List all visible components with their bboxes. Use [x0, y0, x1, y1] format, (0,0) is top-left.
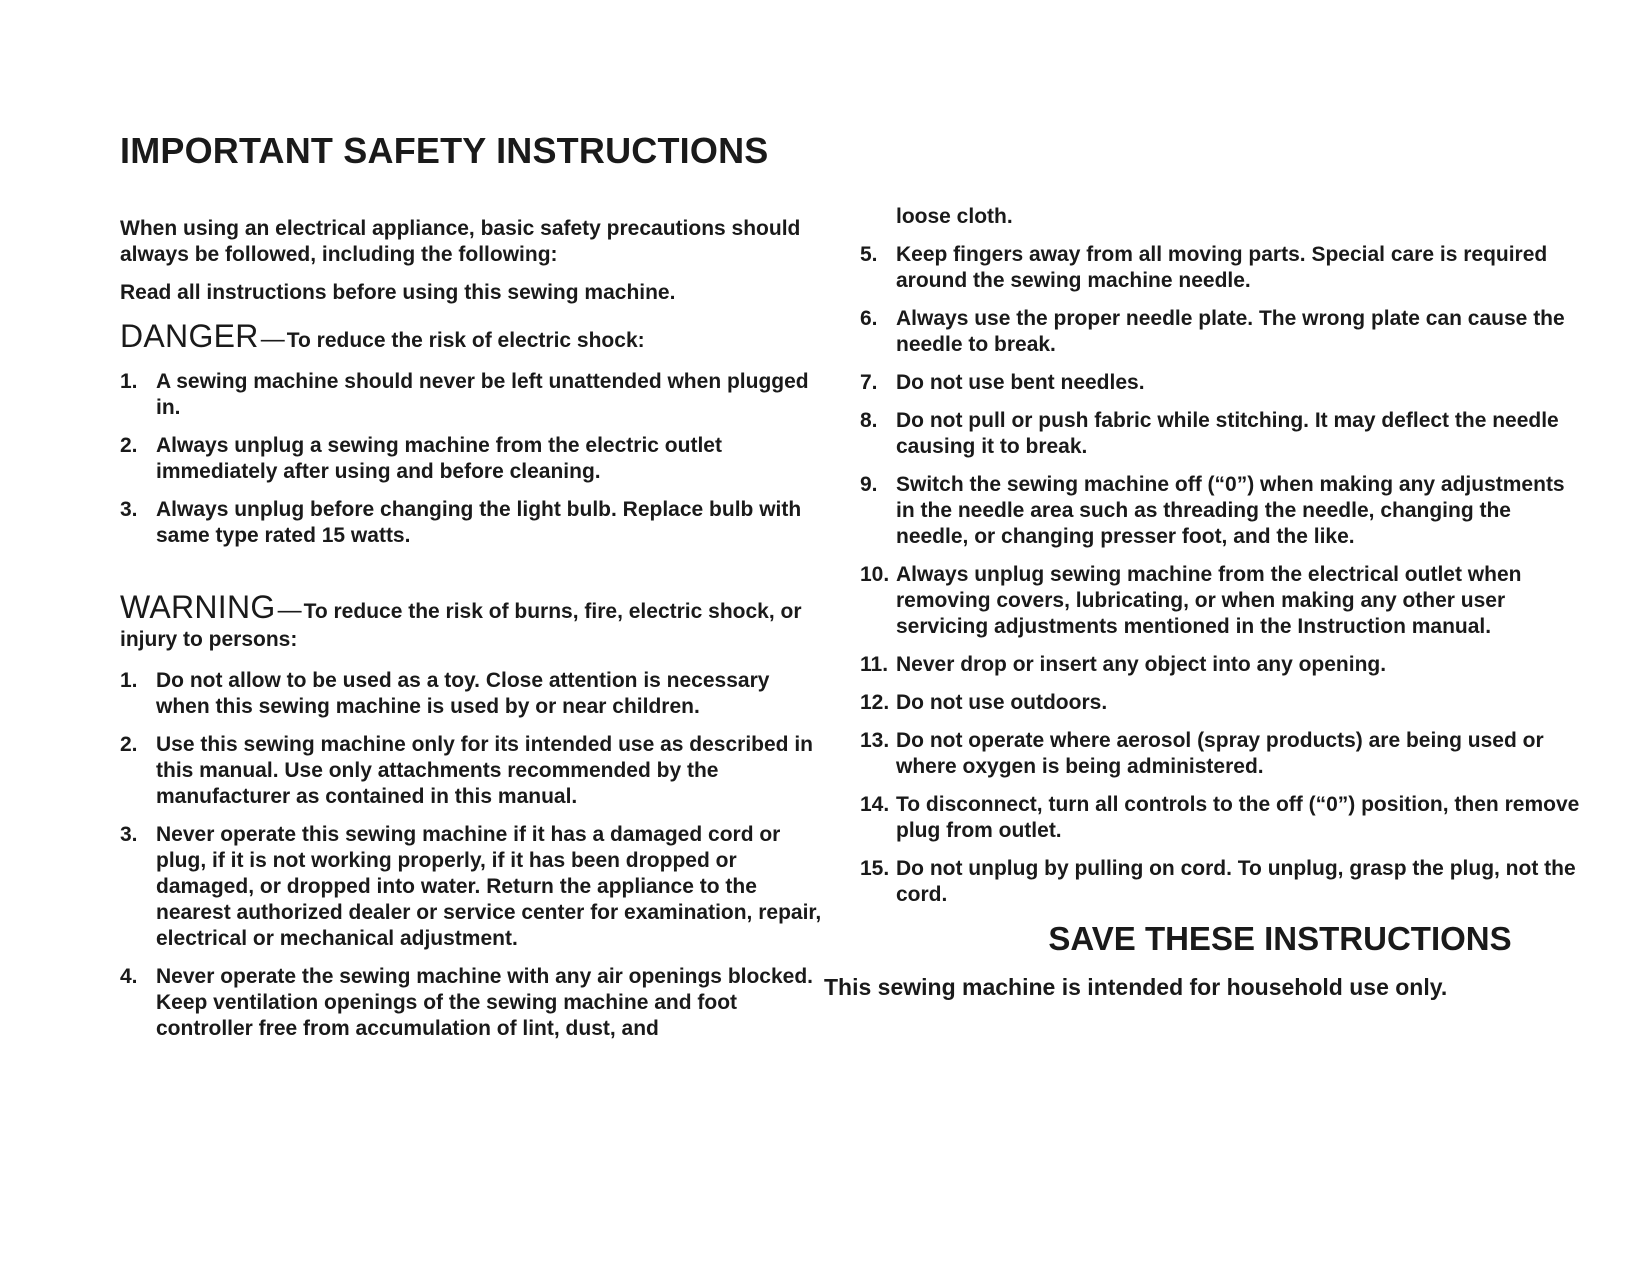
list-item	[860, 472, 1580, 550]
list-item	[120, 497, 825, 549]
item-text: Do not use outdoors.	[896, 691, 1108, 714]
item-text: Switch the sewing machine off (“0”) when making any adjustments in the needle area such as threading the needle, changing the needle, or changing presser foot, and the like.	[896, 473, 1565, 548]
warning-list-right	[860, 242, 1580, 908]
item-text: A sewing machine should never be left unattended when plugged in.	[156, 370, 809, 419]
item-text: Always unplug sewing machine from the electrical outlet when removing covers, lubricating, or when making any other user servicing adjustments mentioned in the Instruction manual.	[896, 563, 1522, 638]
item-number: 10.	[860, 563, 890, 586]
list-item	[860, 652, 1580, 678]
list-item	[120, 822, 825, 952]
item-number: 6.	[860, 307, 878, 330]
item-text: Do not allow to be used as a toy. Close attention is necessary when this sewing machine is used by or near children.	[156, 669, 770, 718]
list-item	[860, 856, 1580, 908]
warning-dash: —	[277, 597, 302, 624]
item-text: Use this sewing machine only for its intended use as described in this manual. Use only attachments recommended by the manufacturer as contained in this manual.	[156, 733, 813, 808]
item-number: 2.	[120, 733, 138, 756]
list-item	[120, 668, 825, 720]
danger-subtitle: To reduce the risk of electric shock:	[286, 329, 645, 352]
item-number: 1.	[120, 370, 138, 393]
page-title: IMPORTANT SAFETY INSTRUCTIONS	[120, 130, 769, 171]
list-item	[120, 433, 825, 485]
danger-heading	[120, 318, 825, 355]
item-number: 5.	[860, 243, 878, 266]
item-4-continuation: loose cloth.	[896, 205, 1013, 228]
warning-heading	[120, 589, 825, 654]
item-number: 9.	[860, 473, 878, 496]
list-item	[120, 369, 825, 421]
list-item	[860, 242, 1580, 294]
item-number: 13.	[860, 729, 890, 752]
item-number: 3.	[120, 498, 138, 521]
danger-list	[120, 369, 825, 549]
item-text: Always use the proper needle plate. The wrong plate can cause the needle to break.	[896, 307, 1565, 356]
list-item	[860, 408, 1580, 460]
item-number: 8.	[860, 409, 878, 432]
list-item	[860, 370, 1580, 396]
right-column	[824, 204, 1580, 1001]
left-column	[120, 130, 825, 1054]
item-text: Always unplug a sewing machine from the electric outlet immediately after using and before cleaning.	[156, 434, 722, 483]
list-item	[860, 690, 1580, 716]
item-number: 2.	[120, 434, 138, 457]
list-item	[860, 306, 1580, 358]
item-number: 11.	[860, 653, 889, 676]
item-number: 14.	[860, 793, 890, 816]
warning-subtitle: To reduce the risk of burns, fire, electric shock, or injury to persons:	[120, 600, 802, 651]
item-text: Keep fingers away from all moving parts. Special care is required around the sewing machine needle.	[896, 243, 1548, 292]
item-text: Never drop or insert any object into any opening.	[896, 653, 1387, 676]
item-text: Do not pull or push fabric while stitching. It may deflect the needle causing it to break.	[896, 409, 1559, 458]
read-all-text: Read all instructions before using this sewing machine.	[120, 281, 676, 304]
item-number: 1.	[120, 669, 138, 692]
item-number: 15.	[860, 857, 890, 880]
list-item	[860, 728, 1580, 780]
danger-dash: —	[260, 326, 285, 353]
household-use-note: This sewing machine is intended for household use only.	[824, 974, 1448, 1000]
warning-list-left	[120, 668, 825, 1042]
danger-word: DANGER	[120, 318, 259, 354]
item-text: Never operate the sewing machine with any air openings blocked. Keep ventilation openings of the sewing machine and foot controller free from accumulation of lint, dust, and	[156, 965, 814, 1040]
item-text: Never operate this sewing machine if it has a damaged cord or plug, if it is not working properly, if it has been dropped or damaged, or dropped into water. Return the appliance to the nearest authorized dealer or service center for examination, repair, electrical or mechanical adjustment.	[156, 823, 822, 950]
warning-word: WARNING	[120, 589, 276, 625]
item-number: 7.	[860, 371, 878, 394]
list-item	[120, 732, 825, 810]
item-text: Do not use bent needles.	[896, 371, 1145, 394]
save-instructions-heading: SAVE THESE INSTRUCTIONS	[1048, 920, 1512, 957]
intro-text: When using an electrical appliance, basic safety precautions should always be followed, including the following:	[120, 217, 801, 266]
item-text: Do not operate where aerosol (spray products) are being used or where oxygen is being administered.	[896, 729, 1544, 778]
item-text: To disconnect, turn all controls to the off (“0”) position, then remove plug from outlet.	[896, 793, 1580, 842]
list-item	[860, 792, 1580, 844]
item-text: Do not unplug by pulling on cord. To unplug, grasp the plug, not the cord.	[896, 857, 1576, 906]
item-number: 4.	[120, 965, 138, 988]
list-item	[120, 964, 825, 1042]
item-number: 12.	[860, 691, 890, 714]
item-text: Always unplug before changing the light bulb. Replace bulb with same type rated 15 watts.	[156, 498, 802, 547]
list-item	[860, 562, 1580, 640]
item-number: 3.	[120, 823, 138, 846]
